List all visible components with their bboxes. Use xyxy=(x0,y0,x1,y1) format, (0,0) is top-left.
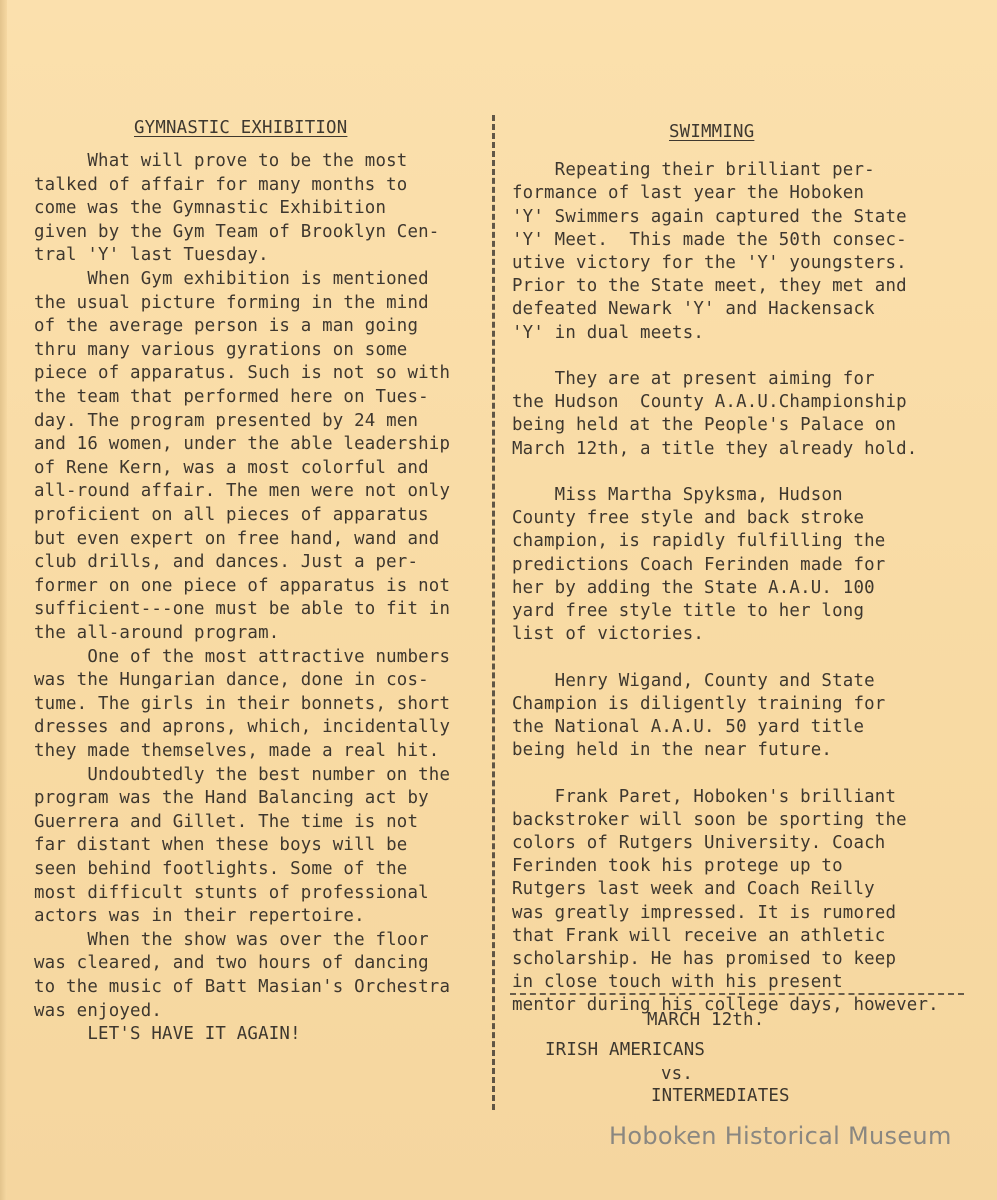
gym-line: sufficient---one must be able to fit in xyxy=(34,599,451,620)
swim-line: scholarship. He has promised to keep xyxy=(512,949,897,969)
swim-line: formance of last year the Hoboken xyxy=(512,183,865,204)
swim-line: Rutgers last week and Coach Reilly xyxy=(512,879,875,900)
gym-line: program was the Hand Balancing act by xyxy=(34,788,429,809)
paper-edge xyxy=(0,0,7,1200)
gym-line: talked of affair for many months to xyxy=(34,174,408,195)
gym-line: the team that performed here on Tues- xyxy=(34,387,429,407)
gym-line: the all-around program. xyxy=(34,623,280,643)
gym-line: actors was in their repertoire. xyxy=(34,906,365,927)
swimming-article xyxy=(512,121,962,1016)
swim-line: March 12th, a title they already hold. xyxy=(512,438,918,459)
swim-line: Champion is diligently training for xyxy=(512,693,886,714)
gym-line: of Rene Kern, was a most colorful and xyxy=(34,457,429,478)
swim-line: They are at present aiming for xyxy=(512,369,875,389)
gym-line: When the show was over the floor xyxy=(34,929,429,950)
swim-line: predictions Coach Ferinden made for xyxy=(512,554,886,575)
gym-line: proficient on all pieces of apparatus xyxy=(34,505,429,525)
gym-line: far distant when these boys will be xyxy=(34,835,408,856)
museum-watermark: Hoboken Historical Museum xyxy=(609,1122,952,1150)
swim-line: her by adding the State A.A.U. 100 xyxy=(512,577,875,598)
gym-line: given by the Gym Team of Brooklyn Cen- xyxy=(34,221,440,242)
swim-line: 'Y' Meet. This made the 50th consec- xyxy=(512,229,907,250)
swim-line: that Frank will receive an athletic xyxy=(512,925,886,946)
swim-line: Miss Martha Spyksma, Hudson xyxy=(512,485,843,505)
team-b-name: INTERMEDIATES xyxy=(651,1086,790,1106)
swim-line: champion, is rapidly fulfilling the xyxy=(512,531,886,552)
swim-line: 'Y' Swimmers again captured the State xyxy=(512,206,907,227)
swim-line: County free style and back stroke xyxy=(512,508,865,529)
swim-line: being held in the near future. xyxy=(512,740,833,761)
gym-line: come was the Gymnastic Exhibition xyxy=(34,198,387,219)
gym-line: piece of apparatus. Such is not so with xyxy=(34,363,451,384)
gym-line: LET'S HAVE IT AGAIN! xyxy=(34,1024,301,1045)
gym-line: and 16 women, under the able leadership xyxy=(34,434,451,455)
swim-line: being held at the People's Palace on xyxy=(512,415,897,436)
swim-line: utive victory for the 'Y' youngsters. xyxy=(512,253,907,273)
gym-line: Undoubtedly the best number on the xyxy=(34,764,451,785)
team-a-name: IRISH AMERICANS xyxy=(545,1040,706,1060)
swim-line: in close touch with his present xyxy=(512,972,843,993)
swim-line: mentor during his college days, however. xyxy=(512,995,939,1016)
gymnastic-exhibition-heading: GYMNASTIC EXHIBITION xyxy=(134,118,348,138)
gymnastic-exhibition-article xyxy=(34,117,492,1045)
swim-line: backstroker will soon be sporting the xyxy=(512,809,907,830)
gym-line: tume. The girls in their bonnets, short xyxy=(34,693,451,714)
gym-line: Guerrera and Gillet. The time is not xyxy=(34,811,419,832)
gym-line: but even expert on free hand, wand and xyxy=(34,528,440,549)
gym-line: What will prove to be the most xyxy=(34,151,408,171)
gym-line: day. The program presented by 24 men xyxy=(34,410,419,431)
gym-line: of the average person is a man going xyxy=(34,316,419,337)
swim-line: list of victories. xyxy=(512,624,705,645)
gym-line: was cleared, and two hours of dancing xyxy=(34,953,429,974)
versus-label: vs. xyxy=(661,1064,694,1084)
gym-line: dresses and aprons, which, incidentally xyxy=(34,717,451,738)
gym-line: was enjoyed. xyxy=(34,1000,163,1021)
gym-line: most difficult stunts of professional xyxy=(34,882,429,903)
swim-line: Ferinden took his protege up to xyxy=(512,856,843,877)
gym-line: they made themselves, made a real hit. xyxy=(34,741,440,761)
swim-line: Frank Paret, Hoboken's brilliant xyxy=(512,786,897,807)
swim-line: Repeating their brilliant per- xyxy=(512,160,875,181)
gym-line: was the Hungarian dance, done in cos- xyxy=(34,670,429,691)
gym-line: club drills, and dances. Just a per- xyxy=(34,552,419,573)
match-date: MARCH 12th. xyxy=(647,1010,765,1030)
swim-line: was greatly impressed. It is rumored xyxy=(512,902,897,923)
section-rule xyxy=(510,993,964,995)
gym-line: seen behind footlights. Some of the xyxy=(34,859,408,879)
column-divider xyxy=(492,115,495,1110)
swim-line: yard free style title to her long xyxy=(512,601,865,621)
gym-line: When Gym exhibition is mentioned xyxy=(34,269,429,289)
gym-line: the usual picture forming in the mind xyxy=(34,292,429,313)
gym-line: thru many various gyrations on some xyxy=(34,339,408,360)
gym-line: former on one piece of apparatus is not xyxy=(34,575,451,596)
gym-line: all-round affair. The men were not only xyxy=(34,481,451,502)
gym-line: One of the most attractive numbers xyxy=(34,646,451,667)
swim-line: Prior to the State meet, they met and xyxy=(512,276,907,297)
swim-line: the National A.A.U. 50 yard title xyxy=(512,717,865,737)
swim-line: the Hudson County A.A.U.Championship xyxy=(512,392,907,413)
swim-line: Henry Wigand, County and State xyxy=(512,670,875,691)
swim-line: defeated Newark 'Y' and Hackensack xyxy=(512,299,875,320)
swimming-heading: SWIMMING xyxy=(669,122,755,142)
gym-line: to the music of Batt Masian's Orchestra xyxy=(34,977,451,997)
swim-line: 'Y' in dual meets. xyxy=(512,322,705,343)
swim-line: colors of Rutgers University. Coach xyxy=(512,833,886,853)
gym-line: tral 'Y' last Tuesday. xyxy=(34,245,269,266)
